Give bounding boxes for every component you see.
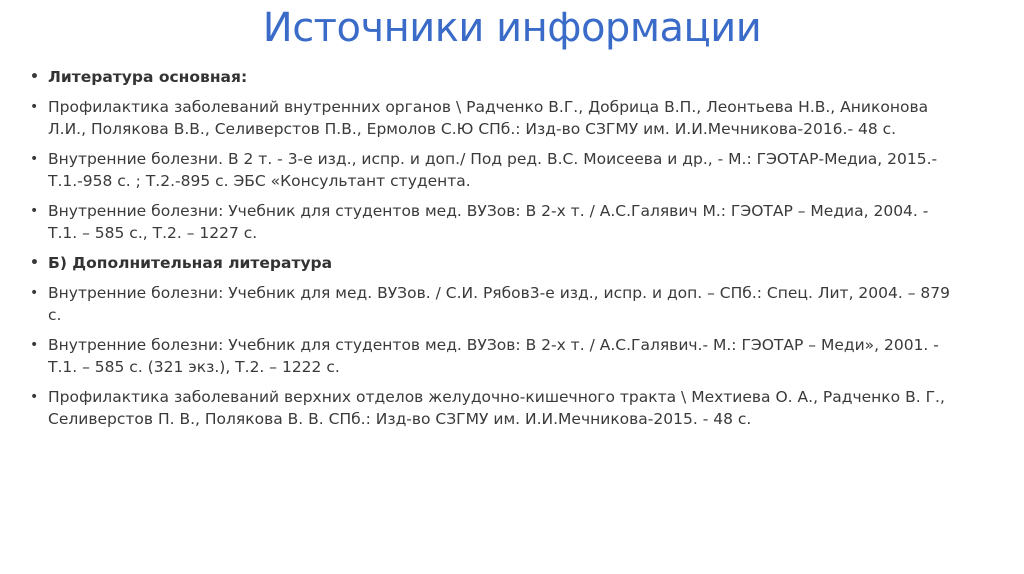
bullet-icon: • — [30, 285, 39, 301]
list-item — [30, 96, 960, 140]
bullet-icon: • — [30, 337, 39, 353]
bullet-icon: • — [30, 69, 39, 85]
bullet-icon: • — [30, 255, 39, 271]
list-item-main-literature-heading — [30, 66, 960, 88]
list-item — [30, 200, 960, 244]
list-item — [30, 386, 960, 430]
bullet-icon: • — [30, 389, 39, 405]
list-item — [30, 282, 960, 326]
list-item-text: Внутренние болезни: Учебник для студентов мед. ВУЗов: В 2-х т. / А.С.Галявич М.: ГЭОТАР – Медиа, 2004. - Т.1. – 585 с., Т.2. – 1227 с. — [48, 202, 929, 242]
bullet-icon: • — [30, 99, 39, 115]
list-item — [30, 334, 960, 378]
bullet-icon: • — [30, 151, 39, 167]
list-item-text: Литература основная: — [48, 68, 248, 86]
list-item-text: Б) Дополнительная литература — [48, 254, 333, 272]
list-item-text: Внутренние болезни: Учебник для мед. ВУЗов. / С.И. Рябов3-е изд., испр. и доп. – СПб.: Спец. Лит, 2004. – 879 с. — [48, 284, 950, 324]
references-list — [30, 66, 960, 438]
list-item-text: Внутренние болезни: Учебник для студентов мед. ВУЗов: В 2-х т. / А.С.Галявич.- М.: ГЭОТАР – Меди», 2001. - Т.1. – 585 с. (321 экз.), Т.2. – 1222 с. — [48, 336, 939, 376]
bullet-icon: • — [30, 203, 39, 219]
list-item-text: Внутренние болезни. В 2 т. - 3-е изд., испр. и доп./ Под ред. В.С. Моисеева и др., - М.: ГЭОТАР-Медиа, 2015.- Т.1.-958 с. ; Т.2.-895 с. ЭБС «Консультант студента. — [48, 150, 938, 190]
list-item — [30, 148, 960, 192]
list-item-additional-literature-heading — [30, 252, 960, 274]
slide-title: Источники информации — [262, 5, 762, 51]
list-item-text: Профилактика заболеваний верхних отделов желудочно-кишечного тракта \ Мехтиева О. А., Радченко В. Г., Селиверстов П. В., Полякова В. В. СПб.: Изд-во СЗГМУ им. И.И.Мечникова-2015. - 48 с. — [48, 388, 945, 428]
list-item-text: Профилактика заболеваний внутренних органов \ Радченко В.Г., Добрица В.П., Леонтьева Н.В., Аниконова Л.И., Полякова В.В., Селиверстов П.В., Ермолов С.Ю СПб.: Изд-во СЗГМУ им. И.И.Мечникова-2016.- 48 с. — [48, 98, 929, 138]
